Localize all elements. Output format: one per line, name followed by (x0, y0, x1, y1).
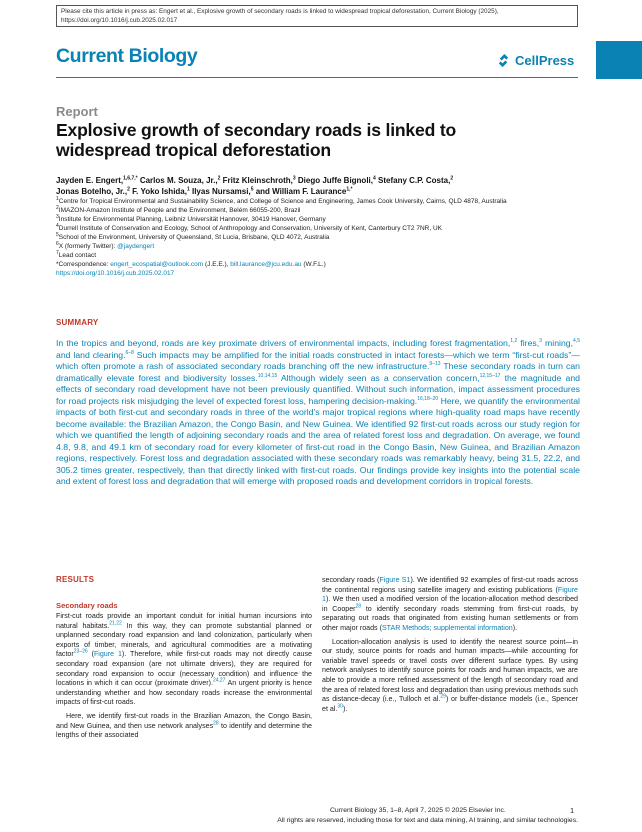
section-subheading: Secondary roads (56, 601, 118, 610)
correspondence (56, 261, 578, 270)
email-link-2[interactable]: bill.laurance@jcu.edu.au (230, 261, 302, 268)
author-line: Jonas Botelho, Jr.,$^2$ F. Yoko Ishida,$^1$ Ilyas Nursamsi,$^5$ and William F. Laurance$^{1,*}$ (56, 185, 353, 196)
rights-statement: All rights are reserved, including those for text and data mining, AI training, and similar technologies. (277, 817, 578, 824)
paragraph: secondary roads (Figure S1). We identified 92 examples of first-cut roads across the continental regions using satellite imagery and existing publications (Figure 1). We then used a modified version of the location-allocation method described in Cooper$^{28}$ to identify secondary roads stemming from first-cut roads, by separating out roads that originated from existing human settlements or from other major roads (STAR Methods; supplemental information). (322, 576, 578, 632)
affiliation-7: $^7$Lead contact (56, 249, 97, 259)
publisher-name: CellPress (515, 53, 575, 68)
methods-link[interactable]: STAR Methods; supplemental information (381, 623, 513, 632)
summary-text: In the tropics and beyond, roads are key proximate drivers of environmental impacts, including forest fragmentation,$^{1,2}$ fires,$^3$ mining,$^{4,5}$ and land clearing.$^{6-8}$ Such impacts may be amplified for the initial roads constructed in intact forests—which we term “first-cut roads”—which often promote a rash of associated secondary roads branching off the new infrastructure.$^{9-13}$ These secondary roads in turn can dramatically elevate forest and biodiversity losses.$^{10,14,15}$ Although widely seen as a conservation concern,$^{12,15-17}$ the magnitude and effects of secondary road development have not been previously quantified. Without such information, impact assessment procedures for road projects risk misjudging the level of expected forest loss, hampering decision-making.$^{16,18-20}$ Here, we quantify the environmental impacts of both first-cut and secondary roads in three of the world’s major tropical regions where high-quality road maps have recently become available: the Brazilian Amazon, the Congo Basin, and New Guinea. We identified 92 first-cut roads across our study region for which we quantified the length of adjoining secondary roads and the area of related forest loss and degradation. On average, we found 4.8, 9.8, and 49.1 km of secondary road for every kilometer of first-cut road in the Congo Basin, New Guinea, and Brazilian Amazon regions, respectively. Forest loss and degradation associated with these secondary roads was remarkably heavy, being 31.5, 22.2, and 305.2 times greater, respectively, than that directly linked with first-cut roads. Our findings provide key insights into the potential scale and extent of forest loss and degradation that will emerge with proposed roads and development corridors in tropical forests. (56, 338, 580, 486)
page-footer: Current Biology 35, 1–8, April 7, 2025 © 2025 Elsevier Inc. (330, 807, 506, 814)
figure-link[interactable]: Figure S1 (379, 576, 411, 584)
journal-title[interactable]: Current Biology (56, 45, 198, 67)
results-heading: RESULTS (56, 575, 95, 584)
twitter-handle-link[interactable]: @jaydengert (117, 243, 155, 250)
correspondence-label: *Correspondence: (56, 261, 111, 268)
doi-link[interactable]: https://doi.org/10.1016/j.cub.2025.02.017 (56, 270, 175, 277)
paragraph: Location-allocation analysis is used to identify the nearest source point—in our study, source points for roads and human impacts—while accounting for variable travel speeds or travel costs over different surface types. By using network analyses to identify source points for roads and human impacts, we are able to provide a more refined assessment of the length of secondary road and the area of related forest loss and degradation than using previous methods such as distance-decay (i.e., Tulloch et al.$^{29}$) or buffer-distance models (i.e., Spencer et al.$^{30}$). (322, 637, 578, 713)
citation-notice: Please cite this article in press as: Engert et al., Explosive growth of secondary roads is linked to widespread tropical deforestation, Current Biology (2025), https://doi.org/10.1016/j.cub.2025.02.017 (56, 5, 578, 27)
correspondence-mid: (J.E.E.), (203, 261, 231, 268)
figure-link[interactable]: Figure 1 (93, 650, 122, 659)
figure-link[interactable]: Figure 1 (322, 585, 578, 604)
brand-block (596, 41, 642, 79)
body-column-left (56, 612, 312, 745)
affiliation-6: $^6$X (formerly Twitter): @jaydengert (56, 240, 155, 250)
author-line: Jayden E. Engert,$^{1,6,7,*}$ Carlos M. Souza, Jr.,$^2$ Fritz Kleinschroth,$^3$ Diego Juffe Bignoli,$^4$ Stefany C.P. Costa,$^2$ (56, 175, 454, 185)
affiliation-3: $^3$Institute for Environmental Planning, Leibniz Universität Hannover, 30419 Hanover, Germany (56, 213, 326, 223)
paragraph: First-cut roads provide an important conduit for initial human incursions into natural habitats.$^{21,22}$ In this way, they can promote substantial planned or unplanned secondary road expansion and land colonization, particularly when exports of timber, minerals, and agricultural commodities are a motivating factor$^{23-26}$ (Figure 1). Therefore, while first-cut roads may not directly cause secondary road expansion (are not ultimate drivers), they are required for secondary road expansion to occur (necessary condition) and influence the locations in which it can occur (proximate driver).$^{24,27}$ An urgent priority is hence understanding whether and how secondary roads increase the environmental impacts of first-cut roads. (56, 612, 313, 707)
body-column-right (322, 576, 578, 718)
affiliation-5: $^5$School of the Environment, University of Queensland, St Lucia, Brisbane, QLD 4072, Australia (56, 231, 330, 241)
paragraph: Here, we identify first-cut roads in the Brazilian Amazon, the Congo Basin, and New Guinea, and then use network analyses$^{28}$ to identify and determine the lengths of their associated (56, 711, 312, 740)
cellpress-icon (496, 53, 511, 68)
publisher-logo[interactable] (496, 53, 574, 68)
correspondence-suffix: (W.F.L.) (301, 261, 326, 268)
email-link-1[interactable]: engert_ecospatial@outlook.com (110, 261, 204, 268)
author-list (56, 176, 578, 197)
affiliation-1: $^1$Centre for Tropical Environmental and Sustainability Science, and College of Science and Engineering, James Cook University, Cairns, QLD 4878, Australia (56, 195, 507, 205)
affiliations (56, 195, 578, 279)
affiliation-4: $^4$Durrell Institute of Conservation and Ecology, School of Anthropology and Conservation, University of Kent, Canterbury CT2 7NR, UK (56, 222, 442, 232)
page-number: 1 (570, 806, 575, 815)
affiliation-2: $^2$IMAZON-Amazon Institute of People and the Environment, Belém 66055-200, Brazil (56, 204, 301, 214)
header-divider (56, 77, 578, 78)
article-title: Explosive growth of secondary roads is linked to widespread tropical deforestation (56, 120, 457, 160)
summary-heading: SUMMARY (56, 318, 99, 327)
article-type: Report (56, 104, 98, 119)
